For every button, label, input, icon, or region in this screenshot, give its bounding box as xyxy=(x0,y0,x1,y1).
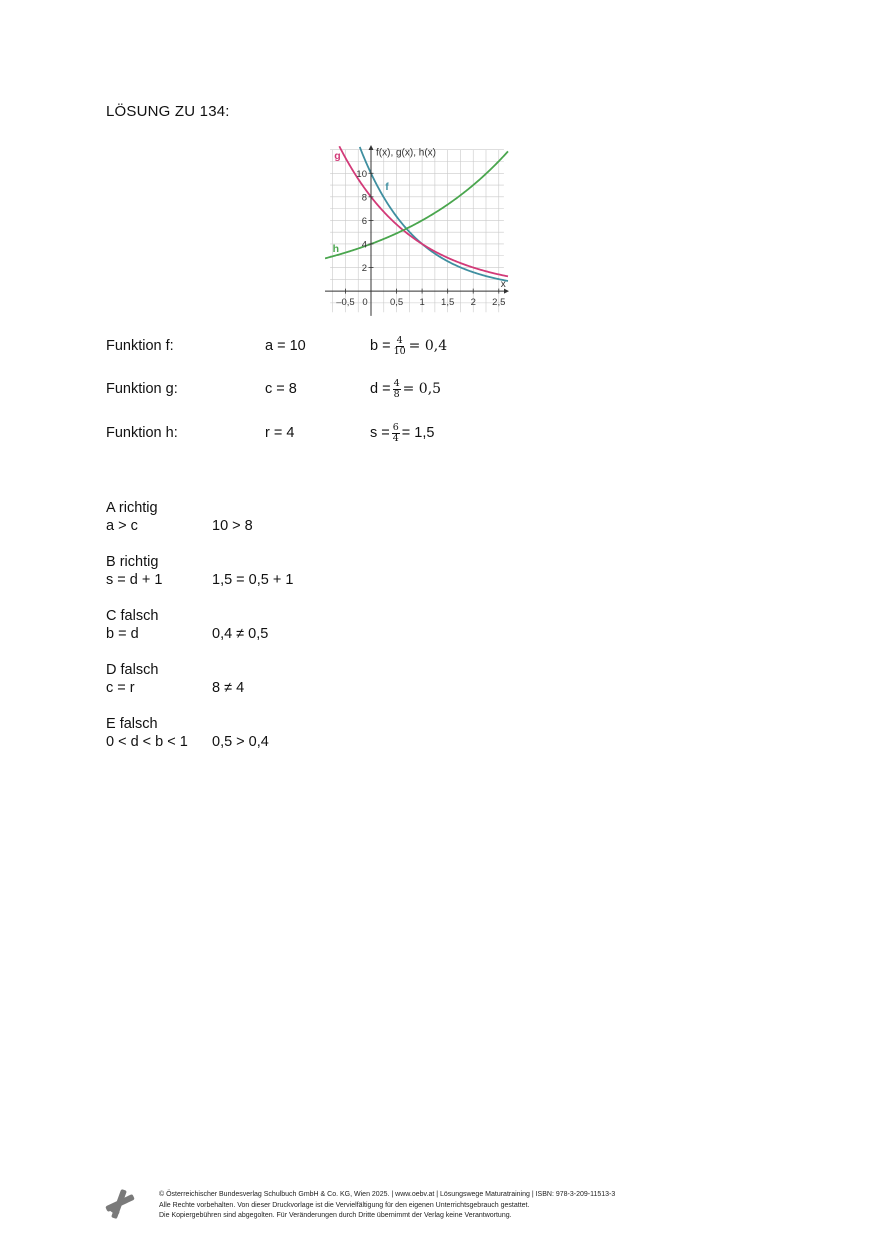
function-factor xyxy=(370,419,434,447)
fraction-denominator: 8 xyxy=(393,388,400,400)
footer-line: Die Kopiergebühren sind abgegolten. Für Veränderungen durch Dritte übernimmt der Verlag keine Verantwortung. xyxy=(159,1212,512,1219)
footer xyxy=(159,1190,615,1222)
answer-check: 1,5 = 0,5 + 1 xyxy=(212,572,294,588)
y-axis-label: f(x), g(x), h(x) xyxy=(376,147,436,159)
factor-variable: d = xyxy=(370,380,391,397)
factor-result: = 0,5 xyxy=(402,380,442,397)
x-tick-label: 0,5 xyxy=(389,297,404,309)
function-graph xyxy=(325,145,509,317)
y-tick-label: 8 xyxy=(361,192,367,204)
function-factor xyxy=(370,375,441,403)
x-tick-label: 1,5 xyxy=(441,297,455,309)
answer-check: 0,4 ≠ 0,5 xyxy=(212,626,269,642)
series-label-h: h xyxy=(332,243,340,256)
function-factor xyxy=(370,332,447,360)
function-label: Funktion h: xyxy=(106,425,178,441)
fraction-denominator: 4 xyxy=(392,432,399,444)
y-tick-label: 2 xyxy=(361,263,367,275)
answer-statement: b = d xyxy=(106,626,139,642)
answer-verdict: C falsch xyxy=(106,608,159,624)
answer-statement: c = r xyxy=(106,680,135,696)
footer-line: Alle Rechte vorbehalten. Von dieser Druckvorlage ist die Vervielfältigung für den eigenen Unterrichtsgebrauch gestattet. xyxy=(159,1201,530,1209)
series-line-h xyxy=(325,151,508,258)
factor-variable: s = xyxy=(370,424,390,441)
answer-statement: a > c xyxy=(106,518,138,534)
page-title: LÖSUNG ZU 134: xyxy=(106,103,230,120)
y-tick-label: 10 xyxy=(356,168,367,180)
fraction xyxy=(392,423,400,444)
answer-statement: 0 < d < b < 1 xyxy=(106,734,188,750)
series-label-f: f xyxy=(385,180,389,193)
answer-check: 10 > 8 xyxy=(212,518,253,534)
factor-result: = 0,4 xyxy=(408,337,448,354)
fraction xyxy=(393,336,407,357)
answer-verdict: D falsch xyxy=(106,662,159,678)
publisher-logo-icon xyxy=(104,1188,136,1220)
function-start-value: c = 8 xyxy=(265,381,297,397)
answer-check: 8 ≠ 4 xyxy=(212,680,245,696)
fraction-numerator: 6 xyxy=(392,421,399,433)
answer-verdict: B richtig xyxy=(106,554,159,570)
series-label-g: g xyxy=(334,150,341,163)
x-tick-label: 2 xyxy=(470,297,476,309)
y-axis-arrow-icon xyxy=(369,145,374,150)
answer-verdict: A richtig xyxy=(106,500,158,516)
function-start-value: r = 4 xyxy=(265,425,295,441)
series-line-g xyxy=(339,146,508,276)
x-tick-label: 2,5 xyxy=(492,297,506,309)
x-tick-label: 1 xyxy=(419,297,425,309)
y-tick-label: 6 xyxy=(361,215,367,227)
factor-result: = 1,5 xyxy=(401,424,435,441)
fraction-numerator: 4 xyxy=(393,377,400,389)
fraction-numerator: 4 xyxy=(396,334,403,346)
fraction-denominator: 10 xyxy=(393,345,406,357)
function-label: Funktion f: xyxy=(106,338,174,354)
factor-variable: b = xyxy=(370,337,391,354)
function-start-value: a = 10 xyxy=(265,338,306,354)
function-label: Funktion g: xyxy=(106,381,178,397)
answer-statement: s = d + 1 xyxy=(106,572,163,588)
y-tick-label: 4 xyxy=(361,239,367,251)
x-tick-label: –0,5 xyxy=(336,297,355,309)
answer-verdict: E falsch xyxy=(106,716,158,732)
x-axis-label: x xyxy=(500,279,506,291)
footer-line: © Österreichischer Bundesverlag Schulbuch GmbH & Co. KG, Wien 2025. | www.oebv.at | Lösungswege Maturatraining | ISBN: 978-3-209-11513-3 xyxy=(159,1191,616,1198)
x-tick-label: 0 xyxy=(362,297,368,309)
fraction xyxy=(393,379,401,400)
answer-check: 0,5 > 0,4 xyxy=(212,734,269,750)
